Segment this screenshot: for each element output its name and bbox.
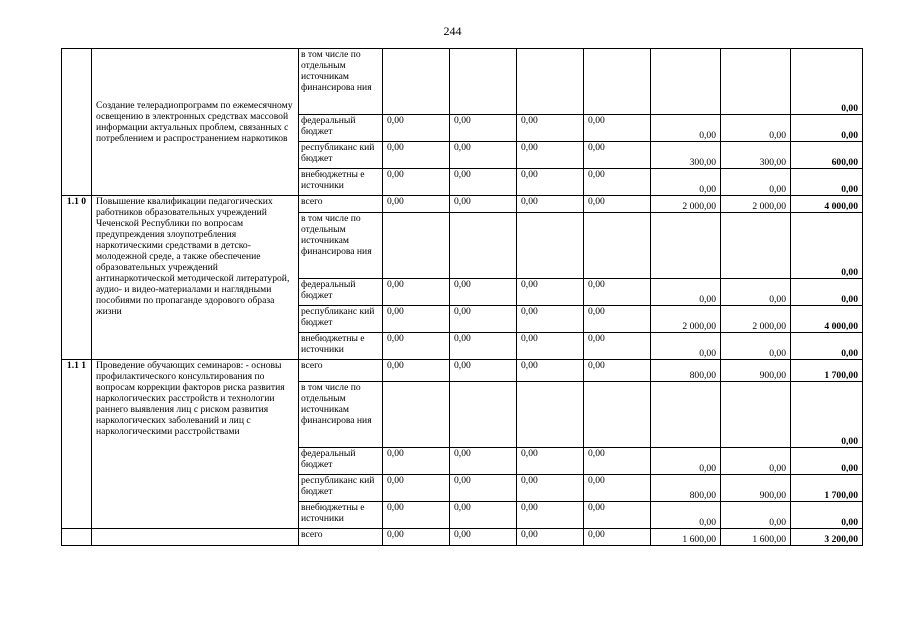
amount-cell: 0,00 xyxy=(383,169,450,196)
total-cell: 0,00 xyxy=(791,333,863,360)
amount-cell: 2 000,00 xyxy=(721,196,791,213)
amount-cell: 1 600,00 xyxy=(651,529,721,546)
amount-cell: 0,00 xyxy=(450,196,517,213)
item-title: Создание телерадиопрограмм по ежемесячному освещению в электронных средствах массовой информации актуальных проблем, связанных с потреблением и распространением наркотиков xyxy=(92,49,299,196)
amount-cell xyxy=(517,382,584,448)
amount-cell xyxy=(721,49,791,115)
total-cell: 4 000,00 xyxy=(791,196,863,213)
funding-source: внебюджетны е источники xyxy=(299,169,383,196)
table-body xyxy=(62,49,863,546)
total-cell: 600,00 xyxy=(791,142,863,169)
amount-cell xyxy=(584,213,651,279)
amount-cell: 0,00 xyxy=(517,115,584,142)
amount-cell: 300,00 xyxy=(721,142,791,169)
amount-cell: 2 000,00 xyxy=(651,306,721,333)
amount-cell: 0,00 xyxy=(721,169,791,196)
amount-cell xyxy=(584,49,651,115)
amount-cell: 0,00 xyxy=(383,196,450,213)
amount-cell: 0,00 xyxy=(517,529,584,546)
amount-cell: 0,00 xyxy=(584,306,651,333)
amount-cell xyxy=(651,213,721,279)
amount-cell: 0,00 xyxy=(450,279,517,306)
amount-cell: 0,00 xyxy=(721,279,791,306)
funding-source: республиканс кий бюджет xyxy=(299,142,383,169)
amount-cell: 1 600,00 xyxy=(721,529,791,546)
amount-cell: 0,00 xyxy=(450,529,517,546)
amount-cell xyxy=(517,213,584,279)
amount-cell: 0,00 xyxy=(584,529,651,546)
amount-cell: 0,00 xyxy=(584,333,651,360)
amount-cell xyxy=(383,382,450,448)
amount-cell: 0,00 xyxy=(517,360,584,382)
funding-source: всего xyxy=(299,360,383,382)
funding-source: всего xyxy=(299,196,383,213)
amount-cell: 0,00 xyxy=(517,333,584,360)
funding-source: федеральный бюджет xyxy=(299,279,383,306)
item-title xyxy=(92,529,299,546)
total-cell: 0,00 xyxy=(791,279,863,306)
amount-cell: 0,00 xyxy=(584,279,651,306)
amount-cell xyxy=(383,49,450,115)
table-row xyxy=(62,529,863,546)
amount-cell: 800,00 xyxy=(651,475,721,502)
amount-cell: 0,00 xyxy=(450,448,517,475)
amount-cell: 0,00 xyxy=(584,115,651,142)
item-index: 1.1 0 xyxy=(62,196,92,360)
item-index xyxy=(62,529,92,546)
amount-cell: 0,00 xyxy=(651,169,721,196)
amount-cell: 0,00 xyxy=(450,475,517,502)
amount-cell: 300,00 xyxy=(651,142,721,169)
funding-source: республиканс кий бюджет xyxy=(299,306,383,333)
funding-source: внебюджетны е источники xyxy=(299,333,383,360)
amount-cell: 0,00 xyxy=(450,360,517,382)
amount-cell: 0,00 xyxy=(651,448,721,475)
amount-cell: 900,00 xyxy=(721,475,791,502)
amount-cell xyxy=(651,49,721,115)
amount-cell: 0,00 xyxy=(584,475,651,502)
total-cell: 0,00 xyxy=(791,169,863,196)
amount-cell: 0,00 xyxy=(383,115,450,142)
amount-cell: 0,00 xyxy=(517,448,584,475)
amount-cell: 0,00 xyxy=(651,279,721,306)
amount-cell: 0,00 xyxy=(721,115,791,142)
amount-cell: 0,00 xyxy=(383,360,450,382)
amount-cell: 0,00 xyxy=(450,169,517,196)
funding-source: в том числе по отдельным источникам финансирова ния xyxy=(299,382,383,448)
amount-cell: 0,00 xyxy=(517,196,584,213)
funding-source: республиканс кий бюджет xyxy=(299,475,383,502)
amount-cell: 0,00 xyxy=(383,279,450,306)
amount-cell: 0,00 xyxy=(517,279,584,306)
amount-cell: 0,00 xyxy=(383,529,450,546)
amount-cell: 0,00 xyxy=(517,142,584,169)
funding-source: федеральный бюджет xyxy=(299,115,383,142)
amount-cell: 2 000,00 xyxy=(651,196,721,213)
table-row xyxy=(62,49,863,115)
item-title: Проведение обучающих семинаров: - основы профилактического консультирования по вопросам коррекции факторов риска развития наркологических расстройств и технологии раннего выявления лиц с риском развития наркологических заболеваний и лиц с наркологическими расстройствами xyxy=(92,360,299,529)
total-cell: 0,00 xyxy=(791,115,863,142)
amount-cell: 0,00 xyxy=(450,306,517,333)
total-cell: 0,00 xyxy=(791,49,863,115)
item-index xyxy=(62,49,92,196)
amount-cell: 0,00 xyxy=(450,142,517,169)
total-cell: 1 700,00 xyxy=(791,360,863,382)
amount-cell: 0,00 xyxy=(651,115,721,142)
total-cell: 1 700,00 xyxy=(791,475,863,502)
amount-cell: 0,00 xyxy=(450,333,517,360)
amount-cell xyxy=(450,382,517,448)
amount-cell: 0,00 xyxy=(721,448,791,475)
amount-cell xyxy=(517,49,584,115)
amount-cell: 0,00 xyxy=(383,475,450,502)
amount-cell: 0,00 xyxy=(584,142,651,169)
amount-cell: 0,00 xyxy=(383,502,450,529)
amount-cell: 0,00 xyxy=(584,502,651,529)
amount-cell xyxy=(721,382,791,448)
amount-cell: 0,00 xyxy=(450,502,517,529)
funding-source: в том числе по отдельным источникам финансирова ния xyxy=(299,49,383,115)
total-cell: 4 000,00 xyxy=(791,306,863,333)
funding-source: федеральный бюджет xyxy=(299,448,383,475)
amount-cell: 0,00 xyxy=(383,448,450,475)
funding-source: внебюджетны е источники xyxy=(299,502,383,529)
amount-cell xyxy=(450,213,517,279)
item-index: 1.1 1 xyxy=(62,360,92,529)
amount-cell xyxy=(721,213,791,279)
amount-cell: 0,00 xyxy=(584,196,651,213)
amount-cell xyxy=(584,382,651,448)
amount-cell xyxy=(651,382,721,448)
page-number: 244 xyxy=(443,24,462,38)
amount-cell: 0,00 xyxy=(383,333,450,360)
total-cell: 0,00 xyxy=(791,213,863,279)
total-cell: 0,00 xyxy=(791,502,863,529)
funding-source: в том числе по отдельным источникам финансирова ния xyxy=(299,213,383,279)
amount-cell: 800,00 xyxy=(651,360,721,382)
funding-source: всего xyxy=(299,529,383,546)
amount-cell: 0,00 xyxy=(584,360,651,382)
total-cell: 0,00 xyxy=(791,382,863,448)
amount-cell: 0,00 xyxy=(517,169,584,196)
amount-cell: 0,00 xyxy=(517,502,584,529)
amount-cell: 0,00 xyxy=(517,306,584,333)
amount-cell: 0,00 xyxy=(450,115,517,142)
amount-cell: 0,00 xyxy=(721,502,791,529)
amount-cell: 0,00 xyxy=(584,169,651,196)
amount-cell: 0,00 xyxy=(517,475,584,502)
amount-cell: 0,00 xyxy=(651,502,721,529)
item-title: Повышение квалификации педагогических работников образовательных учреждений Чеченской Республики по вопросам предупреждения злоупотребления наркотическими средствами в детско-молодежной среде, а также обеспечение образовательных учреждений антинаркотической методической литературой, аудио- и видео-материалами и наглядными пособиями по пропаганде здорового образа жизни xyxy=(92,196,299,360)
total-cell: 0,00 xyxy=(791,448,863,475)
total-cell: 3 200,00 xyxy=(791,529,863,546)
budget-table xyxy=(61,48,863,546)
amount-cell: 0,00 xyxy=(721,333,791,360)
amount-cell: 0,00 xyxy=(584,448,651,475)
amount-cell: 900,00 xyxy=(721,360,791,382)
amount-cell xyxy=(383,213,450,279)
amount-cell: 0,00 xyxy=(383,142,450,169)
amount-cell xyxy=(450,49,517,115)
amount-cell: 2 000,00 xyxy=(721,306,791,333)
amount-cell: 0,00 xyxy=(651,333,721,360)
table-row xyxy=(62,196,863,213)
table-row xyxy=(62,360,863,382)
amount-cell: 0,00 xyxy=(383,306,450,333)
